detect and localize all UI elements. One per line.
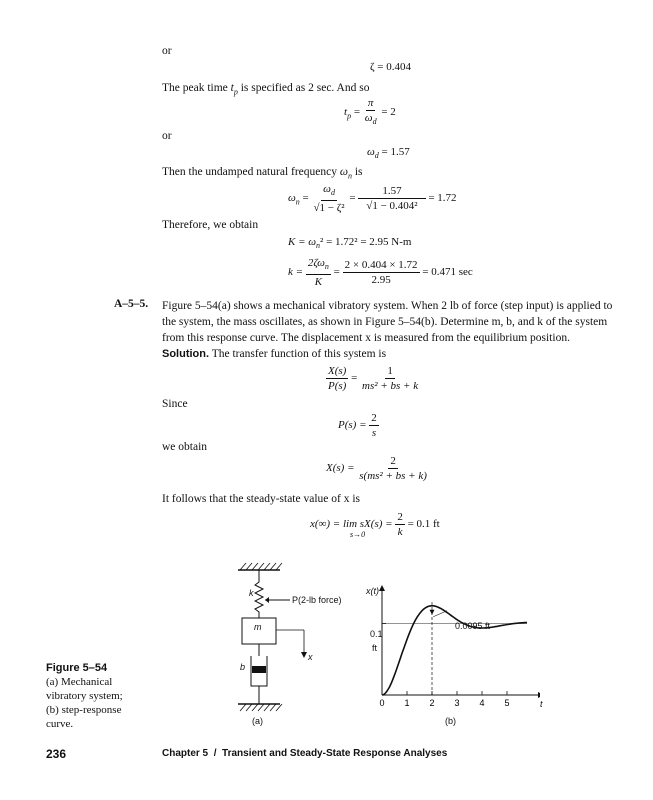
x-tick-label: 5 — [504, 698, 510, 708]
damper-b-label: b — [240, 662, 246, 672]
therefore-text: Therefore, we obtain — [162, 219, 259, 231]
x-tick-label: 2 — [429, 698, 435, 708]
top-ground-hatch — [240, 563, 282, 570]
or-text-1: or — [162, 45, 172, 57]
t-axis-label: t — [540, 699, 543, 709]
lim-subscript: s→0 — [350, 530, 366, 539]
wd-equation: $\omega_d = 1.57$ — [367, 146, 410, 161]
figure-caption-title: Figure 5–54 — [46, 662, 108, 674]
problem-label: A–5–5. — [114, 298, 149, 310]
x-axis-arrow — [538, 692, 540, 698]
page-number: 236 — [46, 747, 67, 761]
zeta-equation: ζ = 0.404 — [370, 61, 412, 73]
x-label: x — [308, 652, 313, 662]
K-equation: $K = \omega_n^2 = 1.72^2 = 2.95$ N-m — [288, 236, 412, 251]
y-unit-label: ft — [372, 643, 378, 653]
ps-equation: P(s) = $\frac{2}{s}$ — [338, 412, 377, 439]
y-tick-label: 0.1 — [370, 629, 383, 639]
x-arrow-head — [301, 652, 307, 658]
figure-caption-line: curve. — [46, 718, 74, 730]
we-obtain-text: we obtain — [162, 441, 208, 453]
problem-body: Figure 5–54(a) shows a mechanical vibratory system. When 2 lb of force (step input) is applied to the system, the mass oscillates, as shown in Figure 5–54(b). Determine m, b, and k of the system from this response curve. The displacement x is measured from the equilibrium position. — [162, 300, 613, 344]
tp-equation: $t_p$ = $\frac{\pi}{\omega_d}$ = 2 — [344, 97, 396, 127]
step-response-chart — [360, 585, 540, 715]
force-arrow-head — [265, 597, 269, 603]
chapter-footer: Chapter 5 / Transient and Steady-State Response Analyses — [162, 748, 448, 759]
x-tick-label: 0 — [379, 698, 385, 708]
transfer-function-equation: $\frac{X(s)}{P(s)}$ = $\frac{1}{\text{ms² + bs + k}}$ — [328, 365, 419, 392]
since-text: Since — [162, 398, 188, 410]
y-axis-arrow — [379, 585, 385, 591]
label-b: (b) — [445, 716, 456, 726]
x-tick-label: 1 — [404, 698, 410, 708]
x-tick-label: 3 — [454, 698, 460, 708]
figure-caption-line: (b) step-response — [46, 704, 122, 716]
y-axis-label: x(t) — [366, 586, 379, 596]
mass-m-label: m — [254, 622, 262, 632]
or-text-2: or — [162, 130, 172, 142]
peak-time-sentence: The peak time $t_p$ is specified as 2 sec. And so — [162, 82, 370, 97]
undamped-sentence: Then the undamped natural frequency $\omega_n$ is — [162, 166, 363, 181]
overshoot-label: 0.0095 ft — [455, 621, 491, 631]
label-a: (a) — [252, 716, 263, 726]
x-tick-label: 4 — [479, 698, 485, 708]
follows-text: It follows that the steady-state value of x is — [162, 493, 361, 505]
spring-k-label: k — [249, 588, 254, 598]
xinf-equation: x(∞) = lim sX(s) = $\frac{2}{k}$ = 0.1 ft — [310, 511, 440, 538]
response-curve — [382, 606, 527, 695]
figure-caption-line: (a) Mechanical — [46, 676, 113, 688]
peak-arrow-head — [430, 610, 435, 615]
solution-line: Solution. The transfer function of this system is — [162, 348, 387, 360]
dashpot-piston — [252, 666, 266, 673]
figure-caption — [46, 661, 146, 731]
bottom-ground-hatch — [240, 704, 282, 711]
force-label: P(2-lb force) — [292, 595, 342, 605]
mechanical-system-diagram — [220, 560, 360, 730]
figure-caption-line: vibratory system; — [46, 690, 123, 702]
xs-equation: X(s) = $\frac{2}{\text{s(ms² + bs + k)}}$ — [326, 455, 427, 482]
spring-zigzag — [255, 570, 263, 618]
k-equation: k = $\frac{2\zeta\omega_n}{K}$ = $\frac{2 \times 0.404 \times 1.72}{2.95}$ = 0.471 sec — [288, 257, 473, 289]
wn-equation: $\omega_n$ = $\frac{\omega_d}{\text{√1 − ζ²}}$ = $\frac{1.57}{\text{√1 − 0.404²}}$ = 1.72 — [288, 183, 457, 215]
